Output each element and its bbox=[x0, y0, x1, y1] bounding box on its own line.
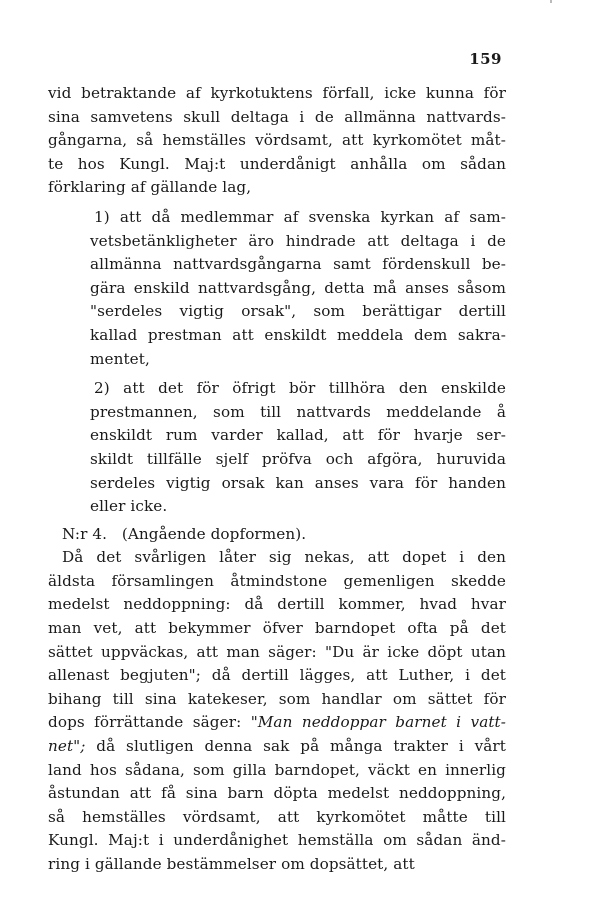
text-line: förklaring af gällande lag, bbox=[48, 178, 252, 197]
text-line: serdeles vigtig orsak kan anses vara för handen bbox=[90, 473, 506, 492]
text-line: åstundan att få sina barn döpta medelst neddoppning, bbox=[48, 784, 506, 803]
text-line: äldsta församlingen åtmindstone gemenligen skedde bbox=[48, 571, 506, 590]
quote-line bbox=[48, 735, 506, 759]
text-line: enskildt rum varder kallad, att för hvarje ser- bbox=[90, 426, 506, 445]
text-line: vid betraktande af kyrkotuktens förfall, icke kunna för bbox=[48, 84, 506, 102]
text-line: gångarna, så hemställes vördsamt, att kyrkomötet måt- bbox=[48, 131, 506, 150]
text-line: Då det svårligen låter sig nekas, att dopet i den bbox=[62, 548, 506, 567]
text-line: te hos Kungl. Maj:t underdånigt anhålla om sådan bbox=[48, 154, 506, 173]
luther-quote-end: net"; bbox=[48, 737, 86, 756]
text-line: sättet uppväckas, att man säger: "Du är icke döpt utan bbox=[48, 642, 506, 661]
luther-quote: "Man neddoppar barnet i vatt- bbox=[250, 713, 506, 732]
text-line: vetsbetänkligheter äro hindrade att deltaga i de bbox=[90, 231, 506, 250]
text-line: eller icke. bbox=[90, 497, 168, 516]
text-line: land hos sådana, som gilla barndopet, väckt en innerlig bbox=[48, 760, 506, 779]
text-line: mentet, bbox=[90, 349, 150, 368]
text-line: allenast begjuten"; då dertill lägges, att Luther, i det bbox=[48, 666, 506, 685]
text-line: "serdeles vigtig orsak", som berättigar dertill bbox=[90, 302, 506, 321]
text-line: skildt tillfälle sjelf pröfva och afgöra, huruvida bbox=[90, 449, 506, 468]
text-line: ring i gällande bestämmelser om dopsättet, att bbox=[48, 855, 415, 873]
list-item-2 bbox=[90, 377, 506, 519]
quote-prefix: dops förrättande säger: bbox=[48, 713, 251, 732]
quote-line bbox=[48, 711, 506, 735]
page-number: 159 bbox=[469, 50, 502, 68]
page-edge-mark bbox=[550, 0, 552, 3]
intro-paragraph bbox=[48, 82, 506, 200]
text-line: bihang till sina katekeser, som handlar om sättet för bbox=[48, 689, 506, 708]
text-line: man vet, att bekymmer öfver barndopet ofta på det bbox=[48, 619, 506, 638]
text-line: allmänna nattvardsgångarna samt fördenskull be- bbox=[90, 255, 506, 274]
text-line: 1) att då medlemmar af svenska kyrkan af sam- bbox=[94, 207, 506, 226]
text-line: kallad prestman att enskildt meddela dem sakra- bbox=[90, 325, 506, 344]
section-paragraph bbox=[48, 546, 506, 876]
text-line: så hemställes vördsamt, att kyrkomötet måtte till bbox=[48, 807, 506, 826]
quote-suffix: då slutligen denna sak på många trakter i vårt bbox=[85, 737, 506, 756]
section-heading: N:r 4. (Angående dopformen). bbox=[62, 524, 307, 543]
list-item-1 bbox=[90, 206, 506, 371]
text-line: gära enskild nattvardsgång, detta må anses såsom bbox=[90, 278, 506, 297]
text-line: 2) att det för öfrigt bör tillhöra den enskilde bbox=[94, 379, 506, 398]
text-line: prestmannen, som till nattvards meddelande å bbox=[90, 402, 506, 421]
text-line: medelst neddoppning: då dertill kommer, hvad hvar bbox=[48, 595, 506, 614]
body-text bbox=[48, 82, 506, 877]
text-line: sina samvetens skull deltaga i de allmänna nattvards- bbox=[48, 107, 506, 126]
text-line: Kungl. Maj:t i underdånighet hemställa om sådan änd- bbox=[48, 831, 506, 850]
